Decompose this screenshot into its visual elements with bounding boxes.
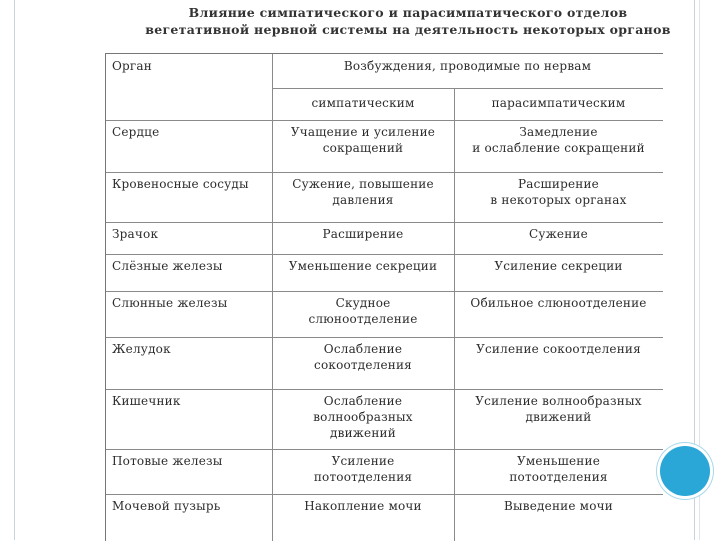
row-parasympathetic-effect-line: Обильное слюноотделение xyxy=(470,296,647,310)
table-title xyxy=(128,4,688,38)
row-parasympathetic-effect xyxy=(454,449,663,494)
row-organ: Потовые железы xyxy=(112,454,223,468)
row-sympathetic-effect-line: сокращений xyxy=(322,141,404,155)
grid-hline-row xyxy=(106,291,663,292)
row-sympathetic-effect xyxy=(272,449,454,494)
title-line-2: вегетативной нервной системы на деятельность некоторых органов xyxy=(145,22,671,37)
row-parasympathetic-effect-line: потоотделения xyxy=(509,470,608,484)
row-parasympathetic-effect-line: и ослабление сокращений xyxy=(472,141,645,155)
row-parasympathetic-effect-line: Уменьшение xyxy=(517,454,600,468)
row-parasympathetic-effect-line: Расширение xyxy=(518,177,599,191)
row-organ: Мочевой пузырь xyxy=(112,499,221,513)
row-sympathetic-effect xyxy=(272,222,454,254)
row-sympathetic-effect-line: Ослабление xyxy=(323,394,403,408)
grid-hline-row xyxy=(106,389,663,390)
row-parasympathetic-effect xyxy=(454,389,663,449)
grid-hline-row xyxy=(106,172,663,173)
row-parasympathetic-effect-line: Сужение xyxy=(529,227,588,241)
grid-hline-row xyxy=(106,449,663,450)
row-parasympathetic-effect xyxy=(454,337,663,389)
grid-vline-middle xyxy=(454,88,455,541)
row-parasympathetic-effect xyxy=(454,120,663,172)
row-sympathetic-effect-line: Ослабление xyxy=(323,342,403,356)
grid-vline-organ xyxy=(272,54,273,541)
row-organ: Зрачок xyxy=(112,227,159,241)
row-sympathetic-effect-line: волнообразных xyxy=(313,410,413,424)
autonomic-effects-table xyxy=(105,53,663,541)
title-line-1: Влияние симпатического и парасимпатического отделов xyxy=(188,5,628,20)
row-sympathetic-effect-line: Усиление xyxy=(331,454,395,468)
row-organ: Кровеносные сосуды xyxy=(112,177,249,191)
grid-hline-row xyxy=(106,222,663,223)
header-organ: Орган xyxy=(112,59,152,73)
row-sympathetic-effect xyxy=(272,254,454,291)
row-parasympathetic-effect-line: Усиление волнообразных xyxy=(475,394,642,408)
row-sympathetic-effect xyxy=(272,337,454,389)
grid-hline-subheader xyxy=(272,88,663,89)
slide-left-border xyxy=(14,0,15,540)
row-organ: Сердце xyxy=(112,125,160,139)
grid-hline-row xyxy=(106,494,663,495)
row-sympathetic-effect xyxy=(272,291,454,337)
row-sympathetic-effect-line: потоотделения xyxy=(313,470,413,484)
row-parasympathetic-effect xyxy=(454,254,663,291)
row-parasympathetic-effect xyxy=(454,494,663,541)
row-sympathetic-effect-line: движений xyxy=(330,426,396,440)
row-parasympathetic-effect xyxy=(454,291,663,337)
row-sympathetic-effect-line: давления xyxy=(332,193,394,207)
row-sympathetic-effect-line: Накопление мочи xyxy=(304,499,422,513)
grid-hline-row xyxy=(106,120,663,121)
slide-accent-circle xyxy=(660,446,710,496)
row-organ: Кишечник xyxy=(112,394,181,408)
row-parasympathetic-effect-line: Замедление xyxy=(519,125,598,139)
row-sympathetic-effect-line: Сужение, повышение xyxy=(292,177,434,191)
row-sympathetic-effect xyxy=(272,389,454,449)
row-organ: Слюнные железы xyxy=(112,296,228,310)
row-sympathetic-effect-line: сокоотделения xyxy=(314,358,412,372)
header-parasympathetic: парасимпатическим xyxy=(491,96,626,110)
row-parasympathetic-effect-line: Усиление сокоотделения xyxy=(476,342,641,356)
row-parasympathetic-effect-line: Усиление секреции xyxy=(494,259,623,273)
row-sympathetic-effect xyxy=(272,120,454,172)
row-organ: Слёзные железы xyxy=(112,259,223,273)
grid-hline-row xyxy=(106,337,663,338)
row-parasympathetic-effect-line: Выведение мочи xyxy=(504,499,613,513)
header-excitations: Возбуждения, проводимые по нервам xyxy=(343,59,592,73)
header-sympathetic: симпатическим xyxy=(311,96,415,110)
row-sympathetic-effect-line: слюноотделение xyxy=(308,312,418,326)
row-sympathetic-effect-line: Учащение и усиление xyxy=(290,125,436,139)
row-sympathetic-effect-line: Расширение xyxy=(322,227,404,241)
row-parasympathetic-effect xyxy=(454,222,663,254)
grid-hline-row xyxy=(106,254,663,255)
row-parasympathetic-effect-line: в некоторых органах xyxy=(490,193,627,207)
row-sympathetic-effect xyxy=(272,172,454,222)
row-parasympathetic-effect-line: движений xyxy=(525,410,592,424)
row-parasympathetic-effect xyxy=(454,172,663,222)
row-sympathetic-effect-line: Уменьшение секреции xyxy=(288,259,438,273)
row-sympathetic-effect-line: Скудное xyxy=(335,296,391,310)
row-organ: Желудок xyxy=(112,342,171,356)
row-sympathetic-effect xyxy=(272,494,454,541)
